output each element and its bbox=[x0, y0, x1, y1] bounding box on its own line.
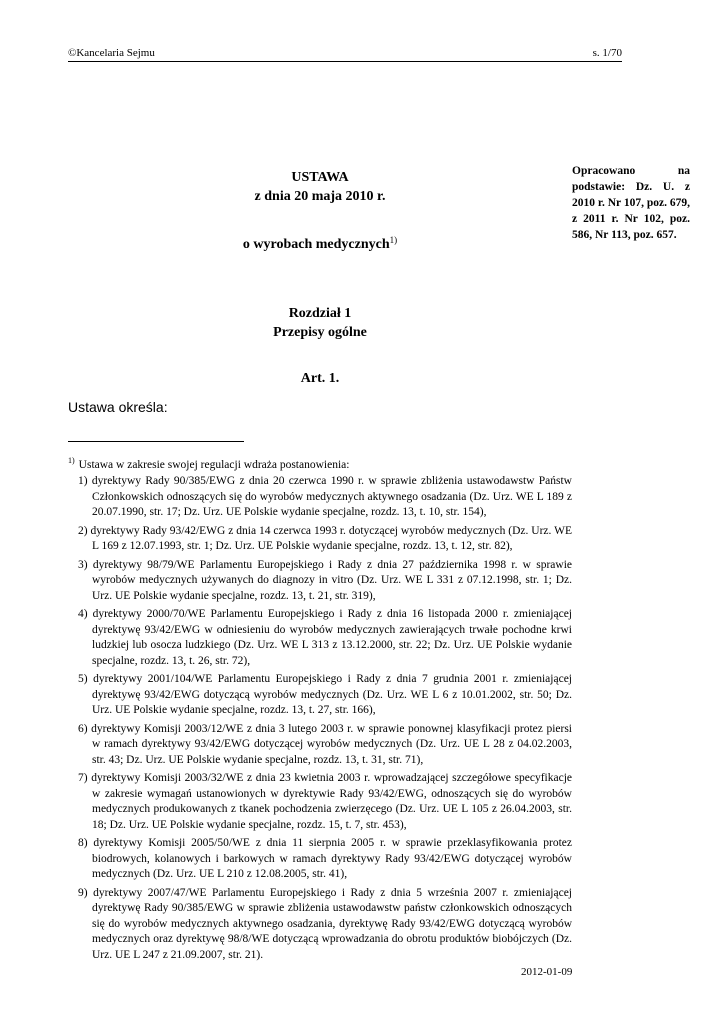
footnote-item: 2) dyrektywy Rady 93/42/EWG z dnia 14 czerwca 1993 r. dotyczącej wyrobów medycznych (Dz. Urz. WE L 169 z 12.07.1993, str. 1; Dz. Urz. UE Polskie wydanie specjalne, rozdz. 13, t. 12, str. 82), bbox=[78, 524, 572, 552]
article-heading: Art. 1. bbox=[300, 371, 340, 386]
page-header bbox=[68, 47, 622, 62]
footnote-item: 6) dyrektywy Komisji 2003/12/WE z dnia 3 lutego 2003 r. w sprawie ponownej klasyfikacji protez piersi w ramach dyrektywy 93/42/EWG dotyczącej wyrobów medycznych (Dz. Urz. UE L 28 z 04.02.2003, str. 43; Dz. Urz. UE Polskie wydanie specjalne, rozdz. 13, t. 31, str. 71), bbox=[78, 722, 572, 766]
footnote-item: 9) dyrektywy 2007/47/WE Parlamentu Europejskiego i Rady z dnia 5 września 2007 r. zmieniającej dyrektywę Rady 90/385/EWG w sprawie zbliżenia ustawodawstw państw członkowskich odnoszących się do wyrobów medycznych aktywnego osadzania, dyrektywę Rady 93/42/EWG dotyczącą wyrobów medycznych oraz dyrektywę 98/8/WE dotyczącą wprowadzania do obrotu produktów biobójczych (Dz. Urz. UE L 247 z 21.09.2007, str. 21). bbox=[78, 886, 572, 961]
chapter-title: Przepisy ogólne bbox=[273, 325, 367, 340]
footnote-item: 8) dyrektywy Komisji 2005/50/WE z dnia 11 sierpnia 2005 r. w sprawie przeklasyfikowania protez biodrowych, kolanowych i barkowych w ramach dyrektywy Rady 93/42/EWG dotyczącej wyrobów medycznych (Dz. Urz. UE L 210 z 12.08.2005, str. 41), bbox=[78, 837, 572, 880]
footnote-marker: 1) bbox=[68, 456, 75, 465]
footnote-list bbox=[78, 474, 572, 966]
act-type: USTAWA bbox=[291, 170, 349, 185]
act-subject bbox=[150, 235, 490, 253]
page-number: s. 1/70 bbox=[592, 47, 622, 59]
footnote-item: 5) dyrektywy 2001/104/WE Parlamentu Europejskiego i Rady z dnia 7 grudnia 2001 r. zmieniającej dyrektywę 93/42/EWG dotyczącą wyrobów medycznych (Dz. Urz. WE L 6 z 10.01.2002, str. 50; Dz. Urz. UE Polskie wydanie specjalne, rozdz. 13, t. 27, str. 166), bbox=[78, 673, 572, 716]
act-date: z dnia 20 maja 2010 r. bbox=[254, 189, 386, 204]
chapter-number: Rozdział 1 bbox=[288, 306, 352, 321]
footnote-separator bbox=[68, 441, 244, 442]
act-subject-text: o wyrobach medycznych bbox=[242, 237, 390, 252]
footnote-lead bbox=[68, 456, 349, 471]
header-publisher: ©Kancelaria Sejmu bbox=[68, 47, 155, 59]
article-intro: Ustawa określa: bbox=[68, 399, 168, 415]
footnote-item: 4) dyrektywy 2000/70/WE Parlamentu Europejskiego i Rady z dnia 16 listopada 2000 r. zmieniającej dyrektywę 93/42/EWG w odniesieniu do wyrobów medycznych zawierających trwałe pochodne krwi ludzkiej lub osocza ludzkiego (Dz. Urz. WE L 313 z 13.12.2000, str. 22; Dz. Urz. UE Polskie wydanie specjalne, rozdz. 13, t. 26, str. 72), bbox=[78, 608, 572, 667]
source-note: Opracowano na podstawie: Dz. U. z 2010 r. Nr 107, poz. 679, z 2011 r. Nr 102, poz. 586, Nr 113, poz. 657. bbox=[572, 165, 690, 241]
footer-date: 2012-01-09 bbox=[521, 966, 573, 978]
footnote-item: 1) dyrektywy Rady 90/385/EWG z dnia 20 czerwca 1990 r. w sprawie zbliżenia ustawodawstw Państw Członkowskich odnoszących się do wyrobów medycznych aktywnego osadzania (Dz. Urz. WE L 189 z 20.07.1990, str. 17; Dz. Urz. UE Polskie wydanie specjalne, rozdz. 13, t. 10, str. 154), bbox=[78, 475, 572, 518]
footnote-reference[interactable]: 1) bbox=[389, 235, 398, 245]
footnote-lead-text: Ustawa w zakresie swojej regulacji wdraża postanowienia: bbox=[78, 459, 350, 471]
footnote-item: 3) dyrektywy 98/79/WE Parlamentu Europejskiego i Rady z dnia 27 października 1998 r. w sprawie wyrobów medycznych używanych do diagnozy in vitro (Dz. Urz. WE L 331 z 07.12.1998, str. 1; Dz. Urz. UE Polskie wydanie specjalne, rozdz. 13, t. 21, str. 319), bbox=[78, 558, 572, 602]
footnote-item: 7) dyrektywy Komisji 2003/32/WE z dnia 23 kwietnia 2003 r. wprowadzającej szczegółowe specyfikacje w zakresie wymagań ustanowionych w dyrektywie Rady 93/42/EWG, odnoszących się do wyrobów medycznych produkowanych z tkanek pochodzenia zwierzęcego (Dz. Urz. UE L 105 z 26.04.2003, str. 18; Dz. Urz. UE Polskie wydanie specjalne, rozdz. 15, t. 7, str. 453), bbox=[78, 772, 572, 831]
